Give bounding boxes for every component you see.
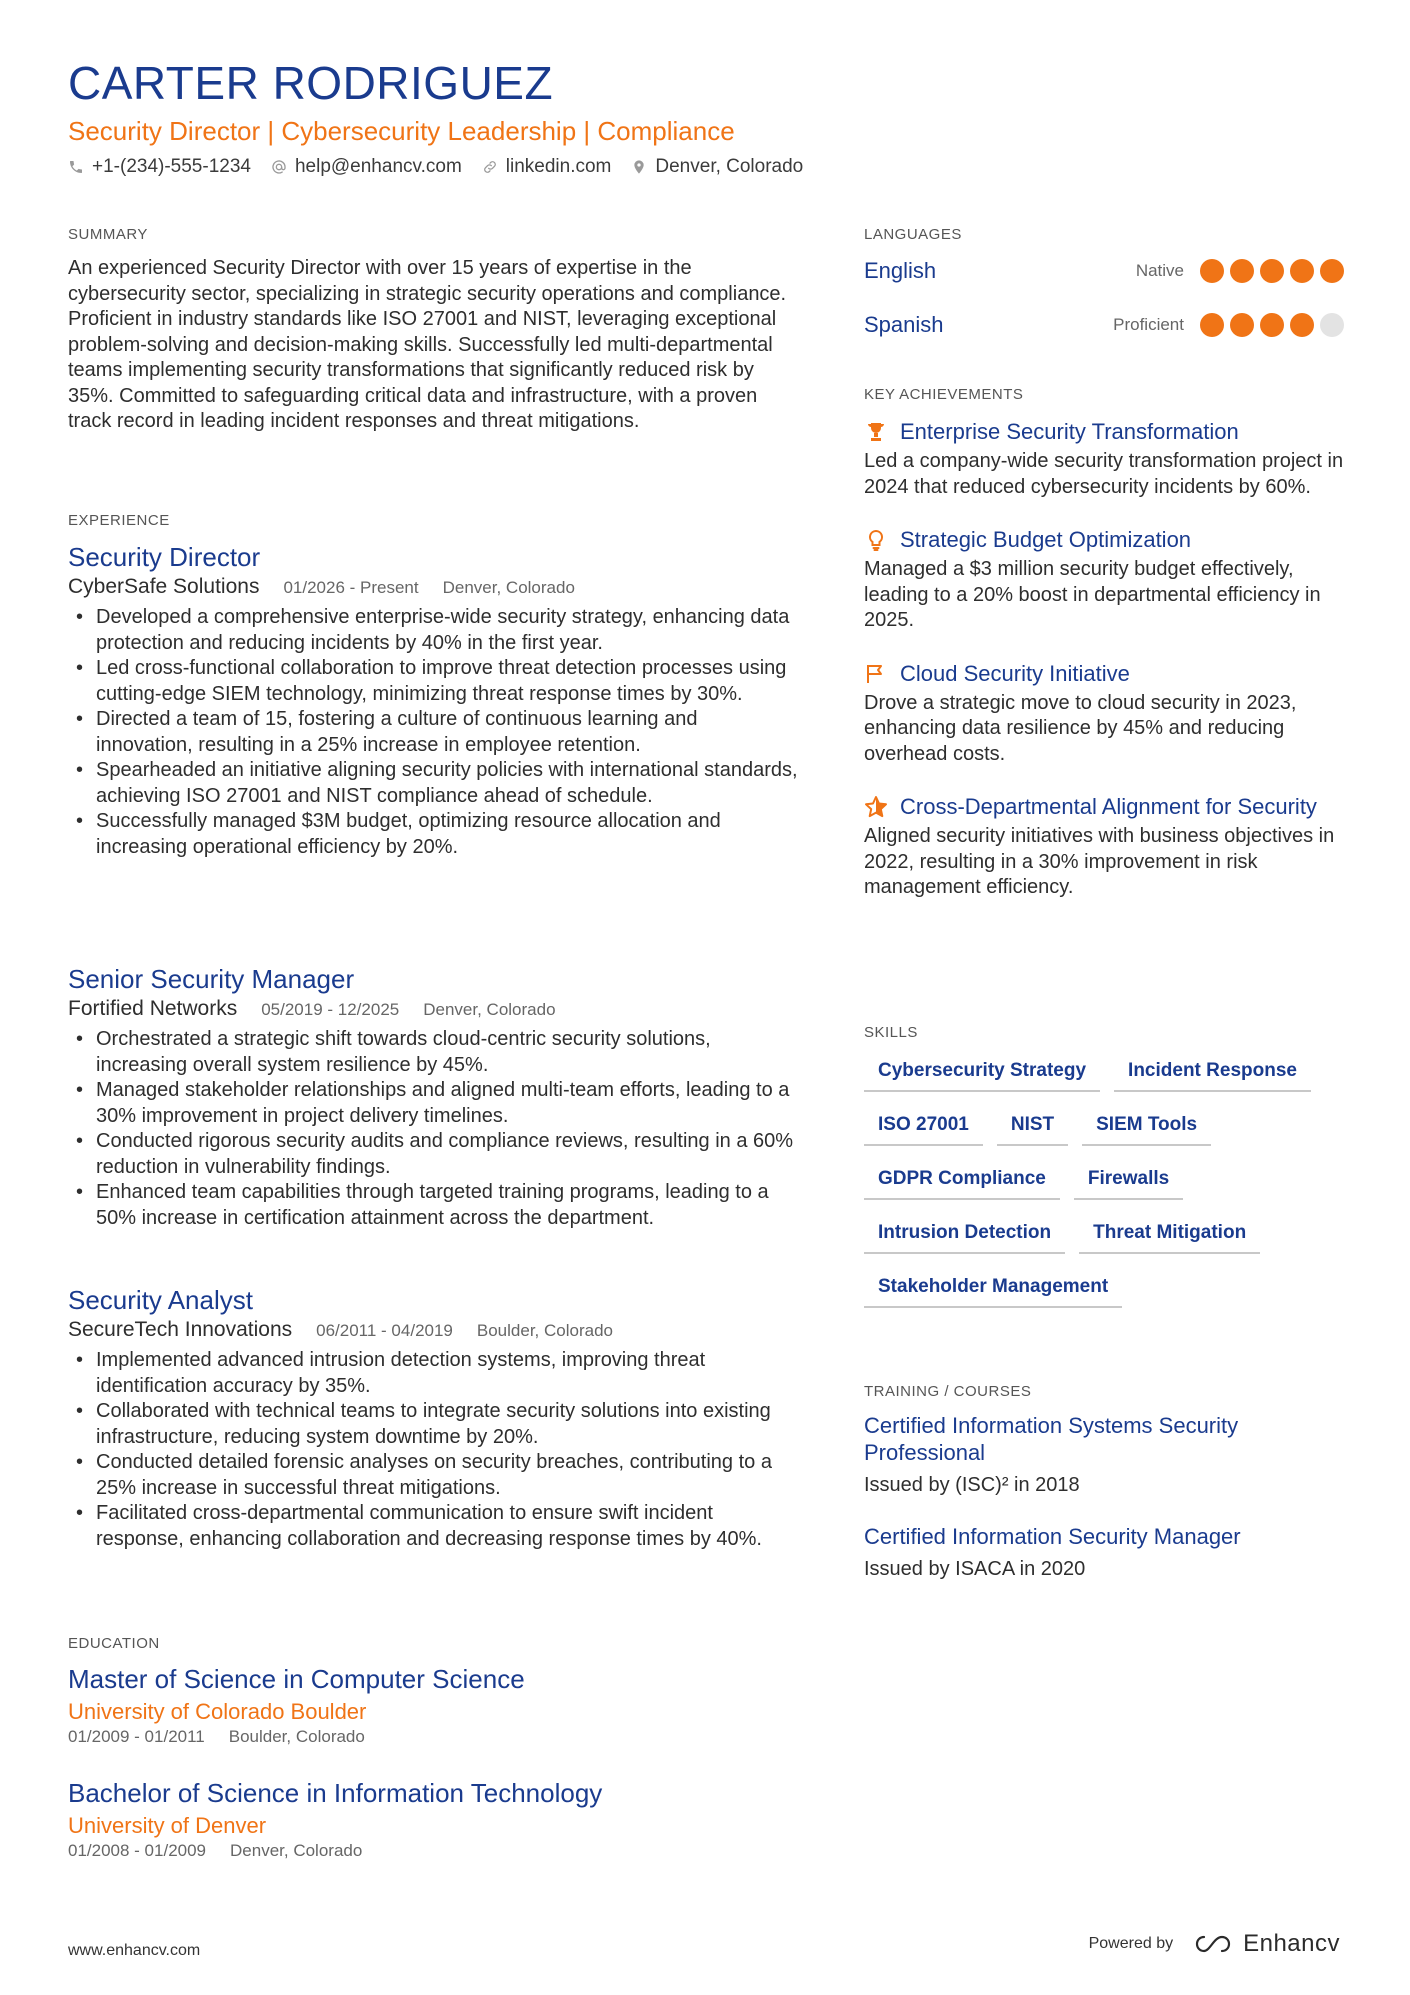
language-row [864,256,1344,286]
language-level: Native [1135,261,1184,280]
experience-heading: EXPERIENCE [68,512,170,529]
job-entry [68,542,798,860]
skill-tag: Firewalls [1074,1162,1183,1200]
contact-phone[interactable] [68,156,251,178]
education-location: Boulder, Colorado [228,1727,365,1746]
skills-heading: SKILLS [864,1024,918,1041]
achievement-header [864,793,1344,820]
location-pin-icon [631,159,647,175]
achievement-desc: Led a company-wide security transformation project in 2024 that reduced cybersecurity incidents by 60%. [864,450,1344,498]
rating-dot-filled [1230,259,1254,283]
achievement-header [864,418,1344,445]
languages-list [864,256,1344,340]
trophy-icon [864,420,888,444]
job-title: Security Analyst [68,1285,253,1315]
training-title: Certified Information Systems Security Professional [864,1413,1239,1465]
job-bullet: • Facilitated cross-departmental communication to ensure swift incident response, enhancing collaboration and decreasing response times by 40%. [68,1501,798,1552]
achievements-list [864,418,1344,927]
rating-dot-filled [1320,259,1344,283]
education-degree: Master of Science in Computer Science [68,1664,525,1694]
job-company: SecureTech Innovations [68,1318,293,1341]
job-bullet: • Conducted rigorous security audits and compliance reviews, resulting in a 60% reduction in vulnerability findings. [68,1129,798,1180]
job-bullet: • Directed a team of 15, fostering a culture of continuous learning and innovation, resulting in a 25% increase in employee retention. [68,707,798,758]
job-bullet: • Spearheaded an initiative aligning security policies with international standards, achieving ISO 27001 and NIST compliance ahead of schedule. [68,758,798,809]
achievement-header [864,660,1344,687]
skill-tag: Stakeholder Management [864,1270,1122,1308]
job-bullet: • Managed stakeholder relationships and aligned multi-team efforts, leading to a 30% improvement in project delivery timelines. [68,1078,798,1129]
brand-name: Enhancv [1243,1930,1340,1957]
footer-branding [1089,1930,1340,1958]
training-list [864,1412,1344,1581]
rating-dot-filled [1260,313,1284,337]
education-meta [68,1727,798,1747]
enhancv-logo[interactable] [1193,1930,1340,1958]
skills-list [864,1054,1334,1308]
job-bullet: • Enhanced team capabilities through targeted training programs, leading to a 50% increase in certification attainment across the department. [68,1180,798,1231]
job-bullet: • Conducted detailed forensic analyses on security breaches, contributing to a 25% increase in successful threat mitigations. [68,1450,798,1501]
skill-tag: Incident Response [1114,1054,1311,1092]
achievement-desc: Aligned security initiatives with business objectives in 2022, resulting in a 30% improvement in risk management efficiency. [864,825,1335,898]
footer-website[interactable]: www.enhancv.com [68,1942,201,1959]
powered-by-label: Powered by [1088,1935,1174,1952]
language-name: Spanish [864,312,944,337]
language-rating [1200,313,1344,337]
job-location: Denver, Colorado [423,1000,556,1019]
language-row [864,310,1344,340]
job-bullet: • Successfully managed $3M budget, optimizing resource allocation and increasing operational efficiency by 20%. [68,809,798,860]
location-text: Denver, Colorado [655,156,804,177]
education-dates: 01/2009 - 01/2011 [68,1727,205,1746]
training-item [864,1523,1344,1581]
linkedin-text: linkedin.com [505,156,612,177]
rating-dot-filled [1290,313,1314,337]
rating-dot-filled [1200,259,1224,283]
job-bullets [68,1348,798,1552]
job-meta [68,575,798,599]
summary-heading: SUMMARY [68,226,148,243]
job-title: Security Director [68,542,261,572]
training-heading: TRAINING / COURSES [864,1383,1032,1400]
job-bullet: • Developed a comprehensive enterprise-wide security strategy, enhancing data protection and reducing incidents by 40% in the first year. [68,605,798,656]
star-icon [864,795,888,819]
rating-dot-filled [1260,259,1284,283]
education-heading: EDUCATION [68,1635,160,1652]
lightbulb-icon [864,528,888,552]
achievement-item [864,793,1344,901]
achievement-desc: Drove a strategic move to cloud security in 2023, enhancing data resilience by 45% and reducing overhead costs. [864,691,1297,765]
achievement-item [864,418,1344,500]
job-bullet: • Led cross-functional collaboration to improve threat detection processes using cutting-edge SIEM technology, minimizing threat response times by 30%. [68,656,798,707]
rating-dot-filled [1290,259,1314,283]
education-school: University of Colorado Boulder [68,1699,367,1724]
language-name: English [864,258,937,283]
job-dates: 06/2011 - 04/2019 [316,1321,453,1340]
achievements-heading: KEY ACHIEVEMENTS [864,386,1024,403]
email-text: help@enhancv.com [294,156,462,177]
skill-tag: SIEM Tools [1082,1108,1211,1146]
skill-tag: NIST [997,1108,1068,1146]
achievement-title: Enterprise Security Transformation [900,419,1239,444]
achievement-title: Cloud Security Initiative [900,660,1130,686]
job-company: Fortified Networks [68,997,238,1020]
rating-dot-filled [1200,313,1224,337]
training-title: Certified Information Security Manager [864,1524,1241,1549]
job-bullet: • Implemented advanced intrusion detection systems, improving threat identification accuracy by 35%. [68,1348,798,1399]
phone-icon [68,159,84,175]
job-meta [68,1318,798,1342]
at-icon [271,159,287,175]
job-bullets [68,1027,798,1231]
job-entry [68,964,798,1231]
education-school: University of Denver [68,1813,267,1838]
flag-icon [864,662,888,686]
summary-text: An experienced Security Director with over 15 years of expertise in the cybersecurity sector, specializing in strategic security operations and compliance. Proficient in industry standards like ISO 27001 and NIST, leveraging exceptional problem-solving and decision-making skills. Successfully led multi-departmental teams implementing security transformations that significantly reduced risk by 35%. Committed to safeguarding critical data and infrastructure, with a proven track record in leading incident responses and threat mitigations. [68,257,787,432]
achievement-desc: Managed a $3 million security budget effectively, leading to a 20% boost in departmental efficiency in 2025. [864,558,1321,631]
skill-tag: ISO 27001 [864,1108,983,1146]
achievement-item [864,526,1344,634]
achievement-title: Strategic Budget Optimization [900,527,1192,552]
job-bullets [68,605,798,860]
education-location: Denver, Colorado [230,1841,363,1860]
skill-tag: GDPR Compliance [864,1162,1060,1200]
contact-location [631,156,803,178]
phone-text: +1-(234)-555-1234 [92,156,251,177]
languages-heading: LANGUAGES [864,226,962,243]
job-bullet: • Orchestrated a strategic shift towards cloud-centric security solutions, increasing overall system resilience by 45%. [68,1027,798,1078]
rating-dot-filled [1230,313,1254,337]
education-entry [68,1778,798,1861]
infinity-logo-icon [1193,1933,1235,1955]
education-entry [68,1664,798,1747]
achievement-title: Cross-Departmental Alignment for Security [900,794,1317,819]
job-location: Denver, Colorado [442,578,575,597]
rating-dot-empty [1320,313,1344,337]
job-dates: 01/2026 - Present [283,578,419,597]
contact-linkedin[interactable] [482,156,612,178]
achievement-item [864,660,1344,768]
education-meta [68,1841,798,1861]
training-issuer: Issued by ISACA in 2020 [864,1558,1086,1580]
education-degree: Bachelor of Science in Information Technology [68,1778,603,1808]
job-title: Senior Security Manager [68,964,355,994]
training-issuer: Issued by (ISC)² in 2018 [864,1474,1080,1496]
skill-tag: Cybersecurity Strategy [864,1054,1100,1092]
language-rating [1200,259,1344,283]
job-bullet: • Collaborated with technical teams to integrate security solutions into existing infrastructure, reducing system downtime by 20%. [68,1399,798,1450]
candidate-title: Security Director | Cybersecurity Leadership | Compliance [68,116,735,146]
contact-bar [68,156,803,178]
job-entry [68,1285,798,1552]
language-level: Proficient [1113,315,1184,334]
education-dates: 01/2008 - 01/2009 [68,1841,207,1860]
achievement-header [864,526,1344,553]
link-icon [482,159,498,175]
job-location: Boulder, Colorado [476,1321,613,1340]
skill-tag: Intrusion Detection [864,1216,1065,1254]
job-meta [68,997,798,1021]
training-item [864,1412,1344,1497]
job-dates: 05/2019 - 12/2025 [261,1000,400,1019]
candidate-name: CARTER RODRIGUEZ [68,57,554,109]
contact-email[interactable] [271,156,462,178]
job-company: CyberSafe Solutions [68,575,260,598]
skill-tag: Threat Mitigation [1079,1216,1260,1254]
